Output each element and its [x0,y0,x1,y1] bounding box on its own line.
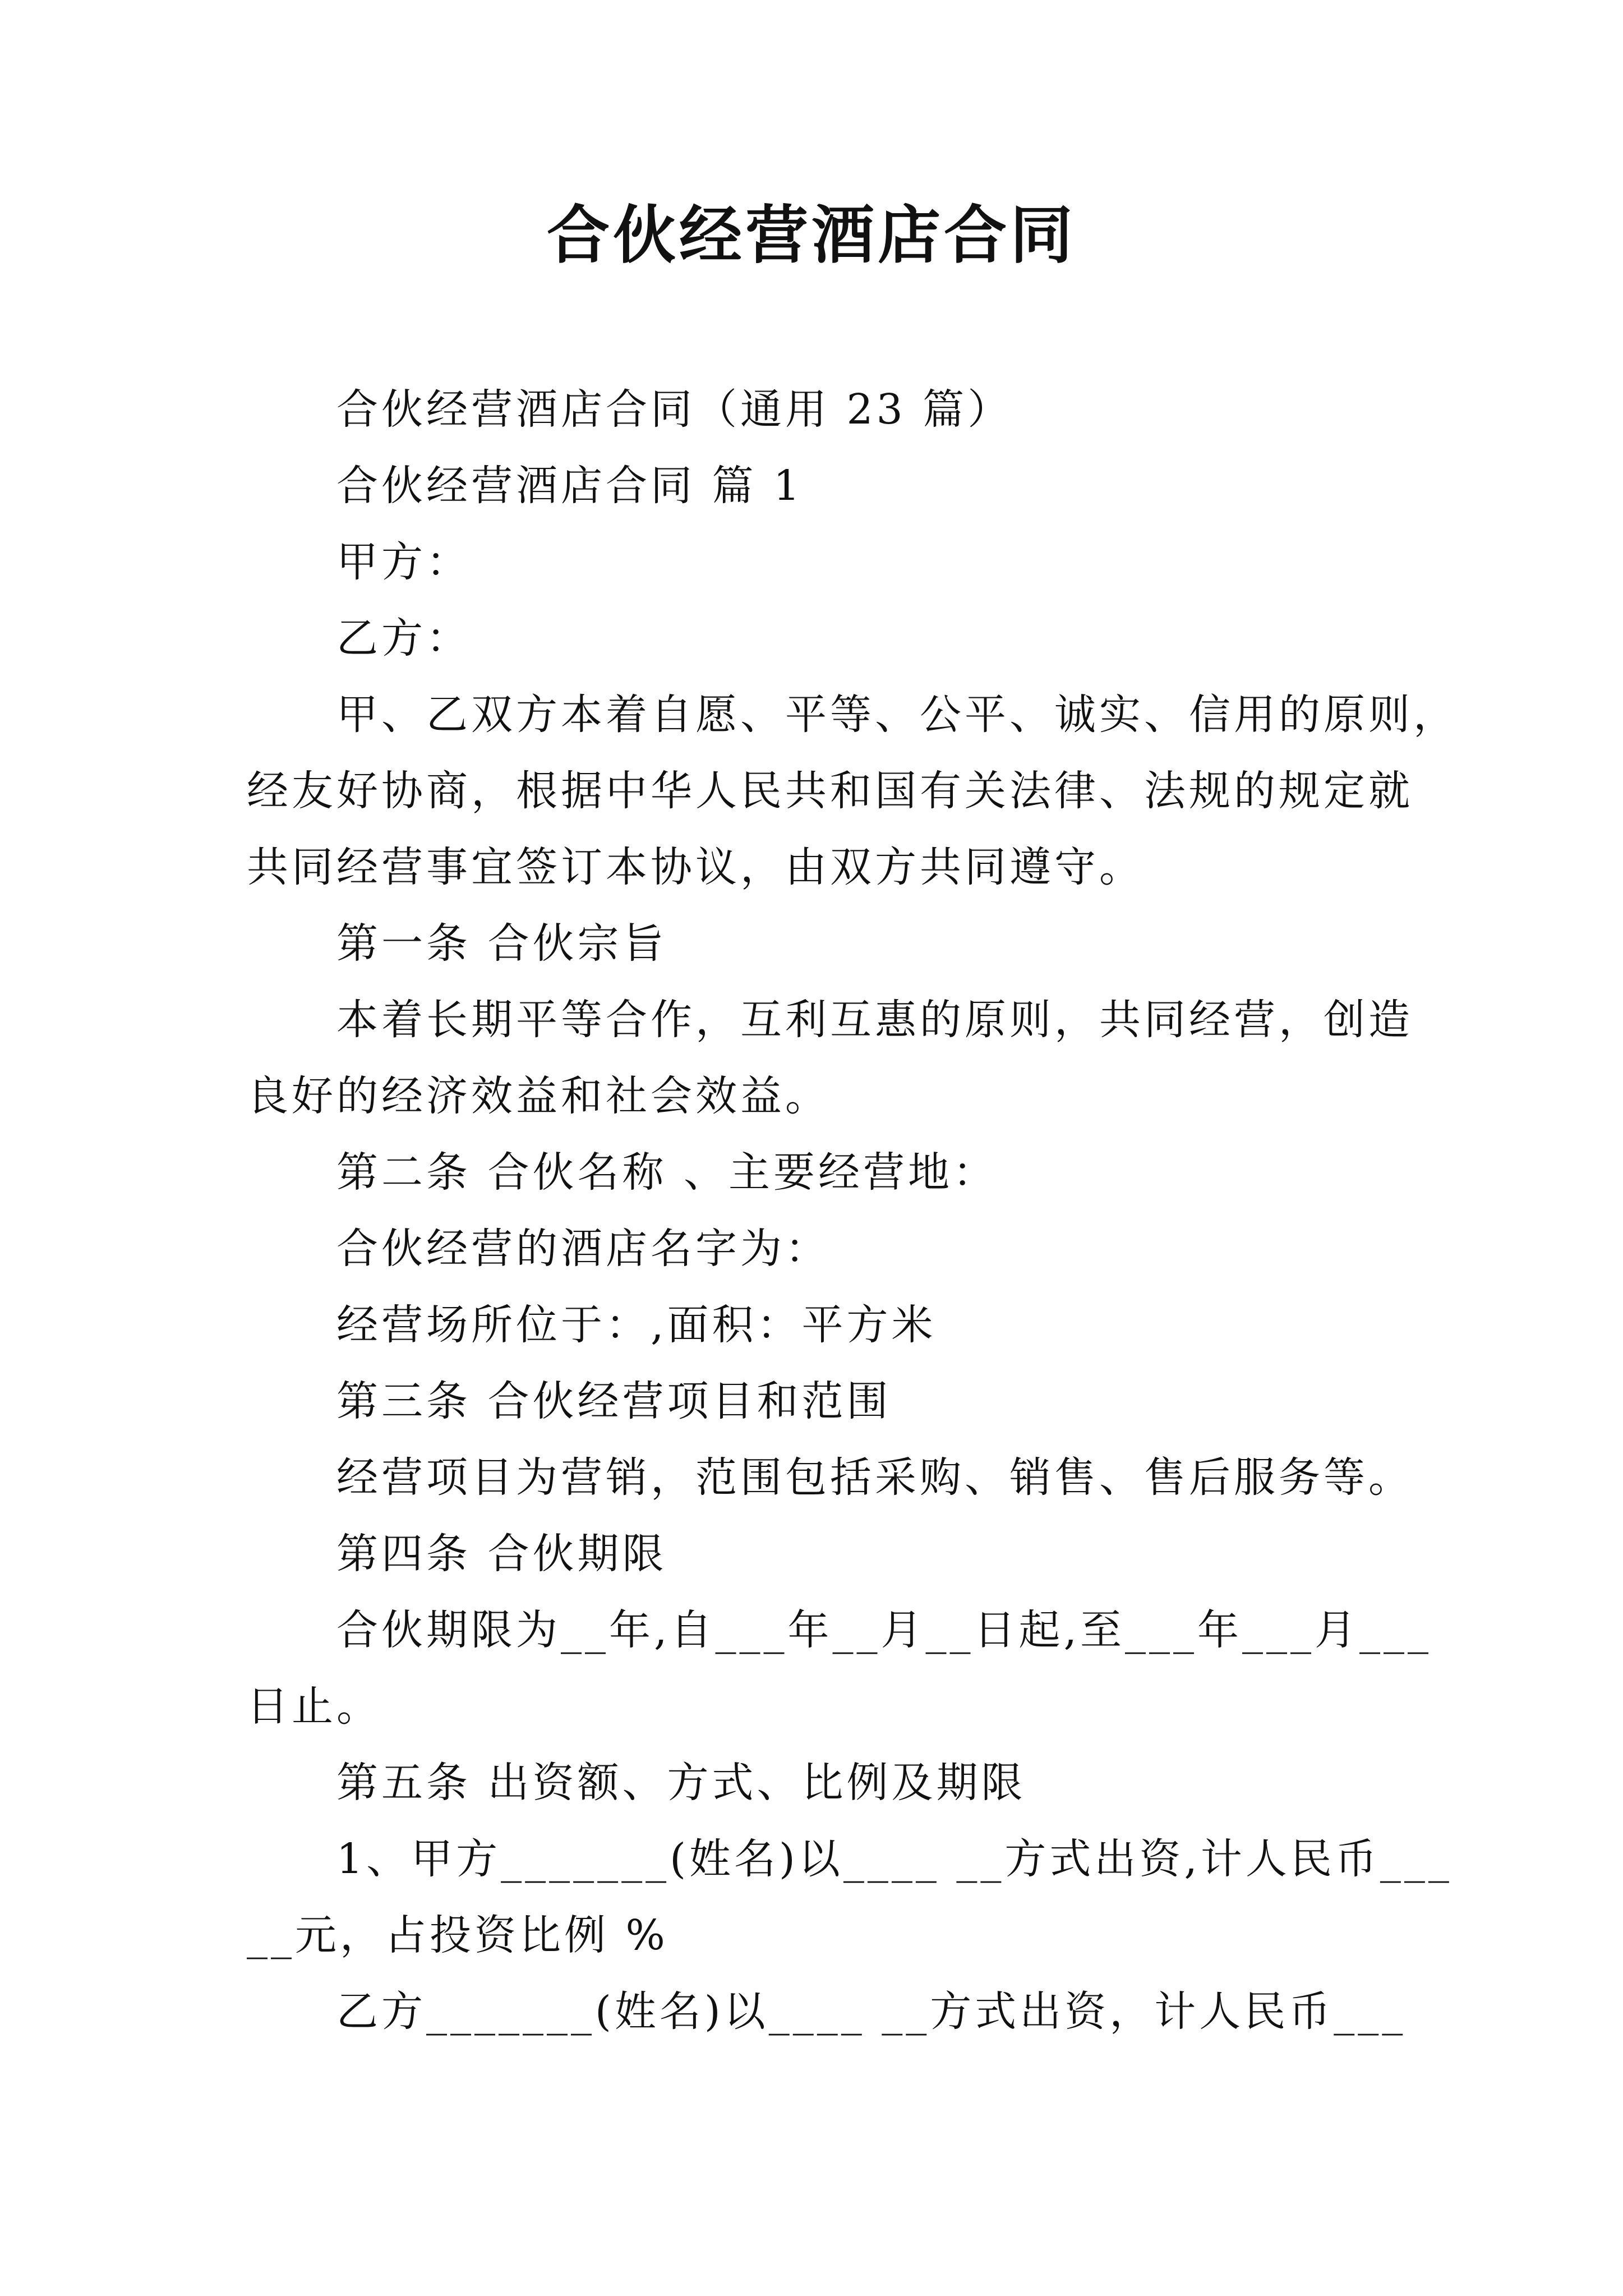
paragraph-line: 经营项目为营销，范围包括采购、销售、售后服务等。 [336,1453,1413,1502]
party-b-line: 乙方： [336,614,471,662]
paragraph-line: 1、甲方_______(姓名)以____ __方式出资,计人民币___ [336,1835,1453,1883]
paragraph-line: 经友好协商，根据中华人民共和国有关法律、法规的规定就 [247,767,1413,815]
article-heading: 第四条 合伙期限 [336,1530,667,1578]
paragraph-line: 本着长期平等合作，互利互惠的原则，共同经营，创造 [336,996,1413,1044]
paragraph-subtitle: 合伙经营酒店合同（通用 23 篇） [336,385,1013,434]
article-heading: 第三条 合伙经营项目和范围 [336,1377,892,1425]
paragraph-line: 合伙经营的酒店名字为： [336,1225,830,1273]
paragraph-line: 良好的经济效益和社会效益。 [247,1072,830,1120]
article-heading: 第五条 出资额、方式、比例及期限 [336,1759,1026,1807]
paragraph-line: 共同经营事宜签订本协议，由双方共同遵守。 [247,843,1144,891]
paragraph-line: __元，占投资比例 % [247,1911,668,1959]
paragraph-line: 日止。 [247,1682,381,1731]
document-title: 合伙经营酒店合同 [547,199,1076,272]
paragraph-section-heading: 合伙经营酒店合同 篇 1 [336,462,804,510]
paragraph-line: 合伙期限为__年,自___年__月__日起,至___年___月___ [336,1606,1432,1654]
article-heading: 第一条 合伙宗旨 [336,919,667,968]
paragraph-line: 甲、乙双方本着自愿、平等、公平、诚实、信用的原则， [336,691,1458,739]
document-body [247,371,1458,2050]
paragraph-line: 经营场所位于：,面积：平方米 [336,1301,937,1349]
paragraph-line: 乙方_______(姓名)以____ __方式出资，计人民币___ [336,1987,1407,2036]
party-a-line: 甲方： [336,538,471,586]
article-heading: 第二条 合伙名称 、主要经营地： [336,1148,998,1197]
